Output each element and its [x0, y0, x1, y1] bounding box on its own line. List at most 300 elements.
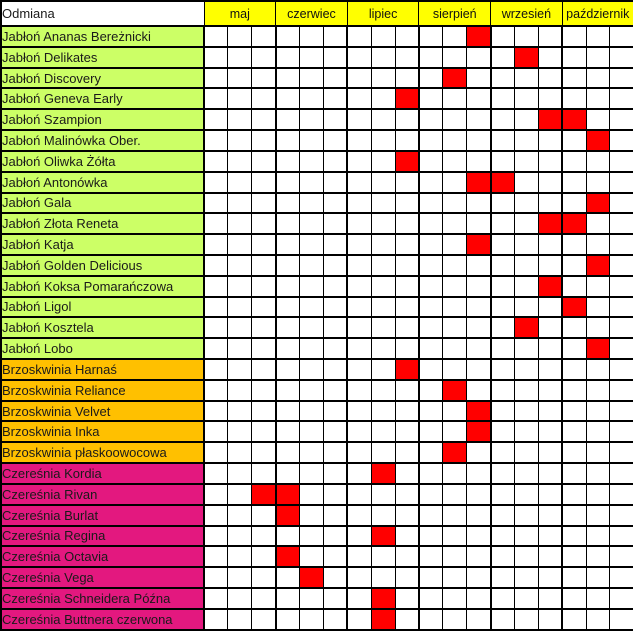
- period-cell: [276, 68, 300, 89]
- period-cell: [323, 380, 347, 401]
- variety-row: [1, 234, 633, 255]
- period-cell: [347, 172, 371, 193]
- period-cell: [347, 505, 371, 526]
- period-cell: [467, 526, 491, 547]
- period-cell: [371, 172, 395, 193]
- period-cell: [610, 234, 633, 255]
- period-cell: [491, 421, 515, 442]
- period-cell: [538, 68, 562, 89]
- variety-row: [1, 47, 633, 68]
- variety-row: [1, 421, 633, 442]
- period-cell: [467, 317, 491, 338]
- period-cell: [395, 130, 419, 151]
- period-cell: [395, 546, 419, 567]
- period-cell: [371, 359, 395, 380]
- period-cell: [371, 401, 395, 422]
- period-cell: [228, 505, 252, 526]
- period-cell: [586, 213, 610, 234]
- period-cell: [467, 338, 491, 359]
- period-cell: [300, 317, 324, 338]
- period-cell: [204, 88, 228, 109]
- period-cell: [562, 526, 586, 547]
- month-header-5: wrzesień: [491, 1, 563, 26]
- period-cell: [538, 567, 562, 588]
- period-cell: [252, 505, 276, 526]
- period-cell: [419, 297, 443, 318]
- marked-period-cell: [300, 567, 324, 588]
- period-cell: [347, 526, 371, 547]
- variety-row: [1, 505, 633, 526]
- period-cell: [419, 68, 443, 89]
- variety-row: [1, 484, 633, 505]
- period-cell: [371, 47, 395, 68]
- period-cell: [347, 68, 371, 89]
- period-cell: [467, 484, 491, 505]
- period-cell: [347, 463, 371, 484]
- period-cell: [252, 609, 276, 630]
- period-cell: [300, 213, 324, 234]
- marked-period-cell: [538, 276, 562, 297]
- period-cell: [347, 546, 371, 567]
- period-cell: [610, 213, 633, 234]
- period-cell: [586, 588, 610, 609]
- period-cell: [204, 526, 228, 547]
- period-cell: [538, 442, 562, 463]
- period-cell: [395, 234, 419, 255]
- period-cell: [443, 317, 467, 338]
- period-cell: [276, 213, 300, 234]
- period-cell: [323, 255, 347, 276]
- period-cell: [371, 109, 395, 130]
- variety-label: Jabłoń Antonówka: [1, 172, 204, 193]
- period-cell: [467, 151, 491, 172]
- period-cell: [228, 68, 252, 89]
- period-cell: [395, 193, 419, 214]
- period-cell: [538, 172, 562, 193]
- period-cell: [395, 26, 419, 47]
- variety-row: [1, 255, 633, 276]
- period-cell: [586, 526, 610, 547]
- variety-row: [1, 151, 633, 172]
- period-cell: [204, 505, 228, 526]
- period-cell: [323, 276, 347, 297]
- period-cell: [562, 317, 586, 338]
- period-cell: [371, 338, 395, 359]
- period-cell: [347, 484, 371, 505]
- period-cell: [491, 380, 515, 401]
- period-cell: [371, 276, 395, 297]
- period-cell: [443, 47, 467, 68]
- period-cell: [228, 401, 252, 422]
- period-cell: [491, 359, 515, 380]
- period-cell: [562, 130, 586, 151]
- period-cell: [610, 401, 633, 422]
- period-cell: [204, 151, 228, 172]
- period-cell: [276, 26, 300, 47]
- period-cell: [443, 463, 467, 484]
- variety-row: [1, 276, 633, 297]
- period-cell: [491, 567, 515, 588]
- period-cell: [347, 47, 371, 68]
- period-cell: [252, 88, 276, 109]
- period-cell: [467, 567, 491, 588]
- period-cell: [228, 567, 252, 588]
- period-cell: [252, 546, 276, 567]
- period-cell: [323, 359, 347, 380]
- period-cell: [300, 609, 324, 630]
- period-cell: [419, 421, 443, 442]
- period-cell: [228, 463, 252, 484]
- period-cell: [538, 505, 562, 526]
- period-cell: [586, 484, 610, 505]
- period-cell: [276, 463, 300, 484]
- period-cell: [276, 401, 300, 422]
- period-cell: [228, 255, 252, 276]
- period-cell: [443, 130, 467, 151]
- period-cell: [443, 109, 467, 130]
- period-cell: [538, 359, 562, 380]
- period-cell: [419, 484, 443, 505]
- period-cell: [538, 151, 562, 172]
- period-cell: [562, 546, 586, 567]
- period-cell: [491, 401, 515, 422]
- period-cell: [276, 109, 300, 130]
- period-cell: [300, 588, 324, 609]
- period-cell: [467, 88, 491, 109]
- period-cell: [323, 130, 347, 151]
- period-cell: [514, 359, 538, 380]
- period-cell: [467, 297, 491, 318]
- period-cell: [467, 255, 491, 276]
- period-cell: [228, 26, 252, 47]
- period-cell: [610, 88, 633, 109]
- period-cell: [610, 172, 633, 193]
- marked-period-cell: [562, 109, 586, 130]
- marked-period-cell: [443, 68, 467, 89]
- period-cell: [323, 401, 347, 422]
- marked-period-cell: [276, 484, 300, 505]
- period-cell: [610, 546, 633, 567]
- variety-label: Czereśnia Schneidera Późna: [1, 588, 204, 609]
- period-cell: [323, 588, 347, 609]
- period-cell: [491, 484, 515, 505]
- period-cell: [419, 47, 443, 68]
- marked-period-cell: [276, 546, 300, 567]
- period-cell: [538, 588, 562, 609]
- period-cell: [514, 380, 538, 401]
- period-cell: [586, 47, 610, 68]
- period-cell: [514, 463, 538, 484]
- period-cell: [347, 88, 371, 109]
- period-cell: [514, 26, 538, 47]
- variety-label: Brzoskwinia Harnaś: [1, 359, 204, 380]
- period-cell: [514, 193, 538, 214]
- period-cell: [419, 213, 443, 234]
- period-cell: [491, 442, 515, 463]
- period-cell: [443, 526, 467, 547]
- period-cell: [586, 151, 610, 172]
- period-cell: [562, 68, 586, 89]
- marked-period-cell: [467, 172, 491, 193]
- period-cell: [586, 505, 610, 526]
- period-cell: [538, 130, 562, 151]
- period-cell: [300, 380, 324, 401]
- period-cell: [538, 47, 562, 68]
- period-cell: [347, 109, 371, 130]
- variety-row: [1, 130, 633, 151]
- period-cell: [252, 47, 276, 68]
- period-cell: [491, 546, 515, 567]
- period-cell: [252, 130, 276, 151]
- period-cell: [323, 546, 347, 567]
- period-cell: [514, 276, 538, 297]
- period-cell: [467, 47, 491, 68]
- period-cell: [491, 317, 515, 338]
- period-cell: [395, 401, 419, 422]
- marked-period-cell: [443, 442, 467, 463]
- period-cell: [228, 47, 252, 68]
- period-cell: [323, 505, 347, 526]
- period-cell: [610, 297, 633, 318]
- marked-period-cell: [371, 588, 395, 609]
- period-cell: [610, 505, 633, 526]
- period-cell: [467, 213, 491, 234]
- period-cell: [252, 68, 276, 89]
- period-cell: [276, 47, 300, 68]
- marked-period-cell: [586, 338, 610, 359]
- marked-period-cell: [586, 255, 610, 276]
- period-cell: [228, 276, 252, 297]
- period-cell: [419, 401, 443, 422]
- period-cell: [228, 546, 252, 567]
- period-cell: [204, 172, 228, 193]
- period-cell: [395, 213, 419, 234]
- marked-period-cell: [538, 109, 562, 130]
- marked-period-cell: [395, 88, 419, 109]
- period-cell: [371, 380, 395, 401]
- period-cell: [323, 317, 347, 338]
- marked-period-cell: [467, 26, 491, 47]
- period-cell: [300, 26, 324, 47]
- marked-period-cell: [371, 609, 395, 630]
- period-cell: [276, 526, 300, 547]
- period-cell: [395, 567, 419, 588]
- period-cell: [610, 609, 633, 630]
- period-cell: [395, 276, 419, 297]
- period-cell: [467, 442, 491, 463]
- period-cell: [395, 338, 419, 359]
- period-cell: [347, 609, 371, 630]
- period-cell: [204, 401, 228, 422]
- period-cell: [228, 234, 252, 255]
- period-cell: [538, 380, 562, 401]
- marked-period-cell: [467, 421, 491, 442]
- period-cell: [252, 317, 276, 338]
- variety-row: [1, 588, 633, 609]
- period-cell: [562, 26, 586, 47]
- header-row: [1, 1, 633, 26]
- variety-row: [1, 338, 633, 359]
- period-cell: [514, 88, 538, 109]
- period-cell: [467, 463, 491, 484]
- period-cell: [228, 297, 252, 318]
- period-cell: [276, 276, 300, 297]
- period-cell: [419, 276, 443, 297]
- period-cell: [252, 193, 276, 214]
- period-cell: [419, 359, 443, 380]
- variety-label: Jabłoń Szampion: [1, 109, 204, 130]
- period-cell: [228, 380, 252, 401]
- period-cell: [347, 588, 371, 609]
- period-cell: [204, 234, 228, 255]
- period-cell: [347, 255, 371, 276]
- period-cell: [562, 401, 586, 422]
- period-cell: [371, 442, 395, 463]
- period-cell: [204, 47, 228, 68]
- period-cell: [443, 234, 467, 255]
- period-cell: [586, 463, 610, 484]
- period-cell: [371, 130, 395, 151]
- period-cell: [610, 68, 633, 89]
- period-cell: [228, 609, 252, 630]
- period-cell: [491, 297, 515, 318]
- period-cell: [300, 505, 324, 526]
- period-cell: [228, 338, 252, 359]
- period-cell: [395, 47, 419, 68]
- period-cell: [228, 484, 252, 505]
- variety-label: Jabłoń Lobo: [1, 338, 204, 359]
- period-cell: [443, 359, 467, 380]
- period-cell: [300, 442, 324, 463]
- period-cell: [323, 213, 347, 234]
- period-cell: [443, 88, 467, 109]
- period-cell: [419, 193, 443, 214]
- period-cell: [347, 359, 371, 380]
- period-cell: [514, 68, 538, 89]
- variety-label: Jabłoń Geneva Early: [1, 88, 204, 109]
- period-cell: [562, 588, 586, 609]
- marked-period-cell: [252, 484, 276, 505]
- period-cell: [276, 359, 300, 380]
- period-cell: [610, 484, 633, 505]
- period-cell: [204, 421, 228, 442]
- period-cell: [443, 172, 467, 193]
- period-cell: [467, 130, 491, 151]
- period-cell: [204, 359, 228, 380]
- period-cell: [514, 546, 538, 567]
- period-cell: [323, 88, 347, 109]
- period-cell: [204, 297, 228, 318]
- period-cell: [419, 26, 443, 47]
- period-cell: [610, 317, 633, 338]
- period-cell: [514, 421, 538, 442]
- period-cell: [371, 213, 395, 234]
- period-cell: [323, 193, 347, 214]
- period-cell: [228, 88, 252, 109]
- period-cell: [538, 609, 562, 630]
- period-cell: [586, 88, 610, 109]
- variety-label: Jabłoń Gala: [1, 193, 204, 214]
- period-cell: [252, 255, 276, 276]
- period-cell: [610, 109, 633, 130]
- period-cell: [252, 109, 276, 130]
- variety-label: Jabłoń Kosztela: [1, 317, 204, 338]
- variety-row: [1, 380, 633, 401]
- variety-row: [1, 88, 633, 109]
- period-cell: [443, 421, 467, 442]
- period-cell: [562, 234, 586, 255]
- variety-label: Czereśnia Burlat: [1, 505, 204, 526]
- period-cell: [467, 193, 491, 214]
- variety-label: Jabłoń Discovery: [1, 68, 204, 89]
- period-cell: [467, 359, 491, 380]
- period-cell: [228, 193, 252, 214]
- period-cell: [252, 588, 276, 609]
- period-cell: [276, 609, 300, 630]
- month-header-1: maj: [204, 1, 276, 26]
- period-cell: [228, 130, 252, 151]
- period-cell: [252, 234, 276, 255]
- period-cell: [300, 130, 324, 151]
- period-cell: [252, 276, 276, 297]
- period-cell: [347, 234, 371, 255]
- period-cell: [347, 297, 371, 318]
- period-cell: [276, 193, 300, 214]
- period-cell: [395, 255, 419, 276]
- variety-label: Jabłoń Ligol: [1, 297, 204, 318]
- table-body: [1, 26, 633, 630]
- period-cell: [586, 234, 610, 255]
- period-cell: [228, 317, 252, 338]
- corner-header-odmiana: Odmiana: [1, 1, 204, 26]
- month-header-3: lipiec: [347, 1, 419, 26]
- period-cell: [586, 380, 610, 401]
- period-cell: [323, 151, 347, 172]
- month-header-6: październik: [562, 1, 633, 26]
- period-cell: [347, 317, 371, 338]
- marked-period-cell: [514, 317, 538, 338]
- period-cell: [538, 484, 562, 505]
- period-cell: [419, 172, 443, 193]
- period-cell: [300, 546, 324, 567]
- period-cell: [371, 68, 395, 89]
- period-cell: [228, 151, 252, 172]
- period-cell: [443, 505, 467, 526]
- period-cell: [204, 317, 228, 338]
- period-cell: [586, 109, 610, 130]
- period-cell: [514, 609, 538, 630]
- period-cell: [586, 609, 610, 630]
- period-cell: [300, 151, 324, 172]
- period-cell: [371, 234, 395, 255]
- period-cell: [204, 380, 228, 401]
- variety-row: [1, 193, 633, 214]
- period-cell: [300, 109, 324, 130]
- period-cell: [514, 338, 538, 359]
- period-cell: [300, 297, 324, 318]
- period-cell: [443, 609, 467, 630]
- period-cell: [491, 88, 515, 109]
- period-cell: [443, 588, 467, 609]
- variety-label: Jabłoń Golden Delicious: [1, 255, 204, 276]
- period-cell: [204, 213, 228, 234]
- period-cell: [491, 47, 515, 68]
- period-cell: [610, 151, 633, 172]
- period-cell: [204, 609, 228, 630]
- variety-row: [1, 609, 633, 630]
- period-cell: [395, 484, 419, 505]
- period-cell: [586, 172, 610, 193]
